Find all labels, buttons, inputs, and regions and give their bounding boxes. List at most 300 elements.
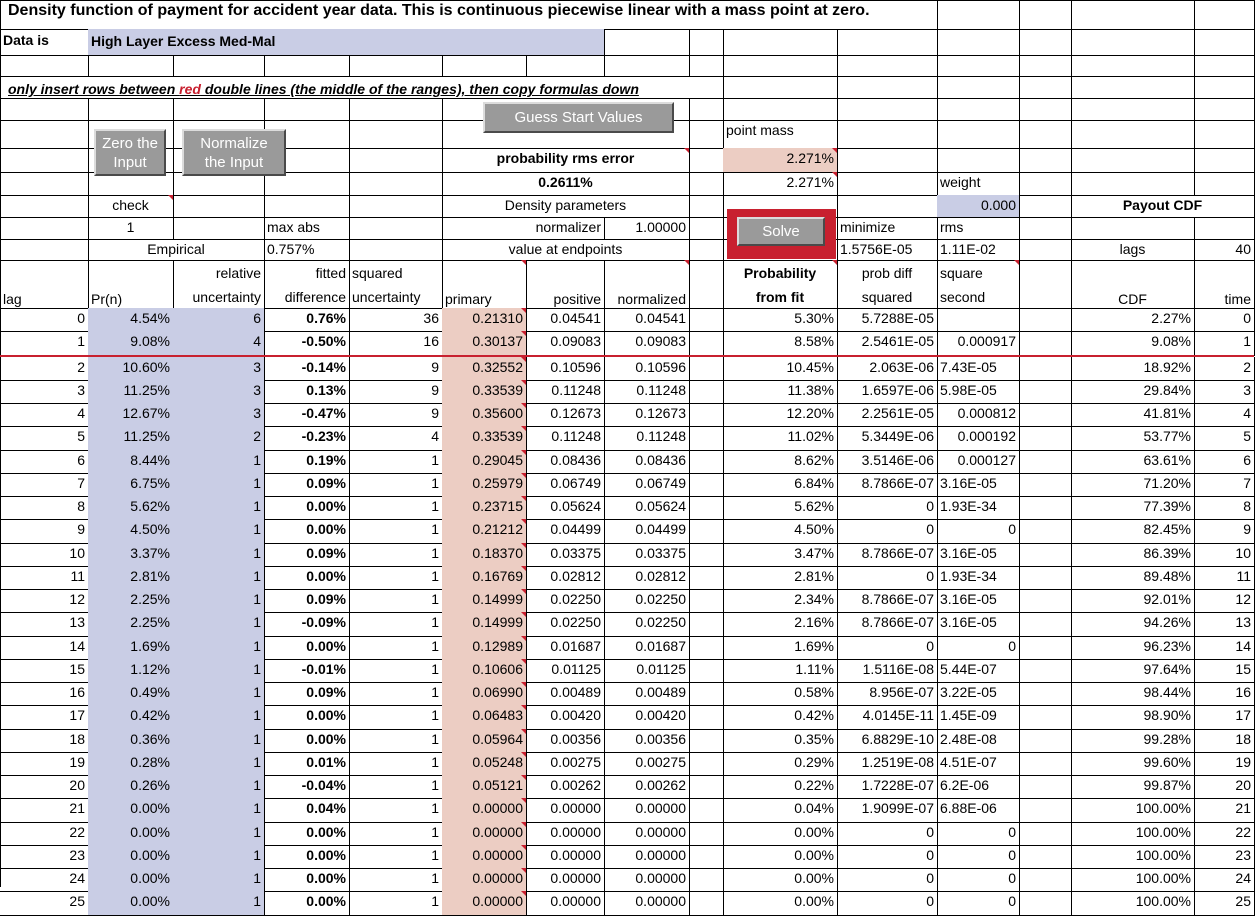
cell-prn[interactable]: 0.00%: [88, 845, 174, 869]
cell-prob-diff-squared[interactable]: 1.6597E-06: [837, 380, 938, 404]
cell-probability-from-fit[interactable]: 6.84%: [723, 473, 838, 497]
cell[interactable]: [0, 195, 89, 218]
cell[interactable]: [1071, 172, 1195, 196]
cell-time[interactable]: 13: [1194, 612, 1255, 637]
cell-prob-diff-squared[interactable]: 2.063E-06: [837, 357, 938, 381]
cell-positive[interactable]: 0.01687: [526, 636, 605, 660]
cell-prn[interactable]: 4.50%: [88, 519, 174, 544]
cell-square-second[interactable]: 4.51E-07: [937, 752, 1020, 776]
empty-cell[interactable]: [1019, 543, 1072, 567]
cell-squared-uncertainty[interactable]: 1: [349, 496, 443, 520]
cell-relative-uncertainty[interactable]: 2: [173, 426, 265, 451]
cell-fitted-difference[interactable]: -0.23%: [264, 426, 350, 451]
cell-fitted-difference[interactable]: 0.00%: [264, 845, 350, 869]
empty-cell[interactable]: [689, 798, 724, 823]
cell-prn[interactable]: 0.00%: [88, 822, 174, 846]
cell-cdf[interactable]: 82.45%: [1071, 519, 1195, 544]
empty-cell[interactable]: [689, 308, 724, 332]
cell-relative-uncertainty[interactable]: 1: [173, 752, 265, 776]
cell-squared-uncertainty[interactable]: 1: [349, 612, 443, 637]
cell[interactable]: [264, 98, 350, 121]
cell-prn[interactable]: 1.69%: [88, 636, 174, 660]
cell[interactable]: [1019, 172, 1072, 196]
cell-time[interactable]: 21: [1194, 798, 1255, 823]
cell-prob-diff-squared[interactable]: 8.956E-07: [837, 682, 938, 706]
cell[interactable]: [1194, 55, 1255, 77]
cell[interactable]: [264, 195, 350, 218]
cell[interactable]: [349, 172, 443, 196]
cell-positive[interactable]: 0.05624: [526, 496, 605, 520]
cell[interactable]: [88, 55, 174, 77]
cell[interactable]: [1071, 76, 1195, 99]
cell[interactable]: [173, 217, 265, 240]
cell-cdf[interactable]: 63.61%: [1071, 450, 1195, 474]
cell-squared-uncertainty[interactable]: 1: [349, 659, 443, 683]
cell[interactable]: [173, 98, 265, 121]
cell-time[interactable]: 17: [1194, 705, 1255, 730]
cell-primary[interactable]: 0.33539: [442, 380, 527, 404]
cell-cdf[interactable]: 96.23%: [1071, 636, 1195, 660]
cell-primary[interactable]: 0.12989: [442, 636, 527, 660]
cell-squared-uncertainty[interactable]: 9: [349, 380, 443, 404]
cell-prob-diff-squared[interactable]: 0: [837, 845, 938, 869]
cell-positive[interactable]: 0.03375: [526, 543, 605, 567]
lags-value[interactable]: 40: [1194, 239, 1255, 261]
data-label[interactable]: Data is: [0, 29, 89, 56]
cell-normalized[interactable]: 0.02812: [604, 566, 690, 590]
empty-cell[interactable]: [689, 682, 724, 706]
cell-cdf[interactable]: 86.39%: [1071, 543, 1195, 567]
cell-prob-diff-squared[interactable]: 8.7866E-07: [837, 543, 938, 567]
cell-primary[interactable]: 0.35600: [442, 403, 527, 427]
empty-cell[interactable]: [1019, 798, 1072, 823]
cell-relative-uncertainty[interactable]: 1: [173, 543, 265, 567]
col-header-relative-uncertainty[interactable]: [173, 260, 265, 309]
cell[interactable]: [837, 29, 938, 56]
cell[interactable]: [1194, 217, 1255, 240]
empty-cell[interactable]: [689, 566, 724, 590]
cell-time[interactable]: 25: [1194, 891, 1255, 916]
cell-relative-uncertainty[interactable]: 1: [173, 822, 265, 846]
cell-normalized[interactable]: 0.00356: [604, 729, 690, 753]
cell-probability-from-fit[interactable]: 0.00%: [723, 822, 838, 846]
cell-lag[interactable]: 20: [0, 775, 89, 799]
cell-squared-uncertainty[interactable]: 1: [349, 543, 443, 567]
cell[interactable]: [0, 172, 89, 196]
empty-cell[interactable]: [1019, 380, 1072, 404]
cell-square-second[interactable]: 3.22E-05: [937, 682, 1020, 706]
cell-relative-uncertainty[interactable]: 1: [173, 729, 265, 753]
cell-lag[interactable]: 24: [0, 868, 89, 892]
cell-positive[interactable]: 0.10596: [526, 357, 605, 381]
cell[interactable]: [1071, 217, 1195, 240]
cell-lag[interactable]: 2: [0, 357, 89, 381]
cell-probability-from-fit[interactable]: 5.30%: [723, 308, 838, 332]
cell-time[interactable]: 22: [1194, 822, 1255, 846]
cell[interactable]: [1019, 29, 1072, 56]
cell[interactable]: [1071, 98, 1195, 121]
cell[interactable]: [1071, 29, 1195, 56]
cell[interactable]: [1019, 195, 1072, 218]
cell[interactable]: [604, 55, 690, 77]
cell-fitted-difference[interactable]: 0.09%: [264, 682, 350, 706]
cell-relative-uncertainty[interactable]: 1: [173, 868, 265, 892]
cell-probability-from-fit[interactable]: 4.50%: [723, 519, 838, 544]
cell-primary[interactable]: 0.00000: [442, 891, 527, 916]
cell-probability-from-fit[interactable]: 11.02%: [723, 426, 838, 451]
cell-positive[interactable]: 0.02250: [526, 589, 605, 613]
cell[interactable]: [1194, 148, 1255, 173]
cell[interactable]: [1019, 148, 1072, 173]
cell-lag[interactable]: 21: [0, 798, 89, 823]
cell-square-second[interactable]: 0: [937, 845, 1020, 869]
cell-fitted-difference[interactable]: 0.19%: [264, 450, 350, 474]
cell-square-second[interactable]: 0: [937, 636, 1020, 660]
cell-square-second[interactable]: 0: [937, 868, 1020, 892]
cell-prn[interactable]: 2.25%: [88, 612, 174, 637]
empty-cell[interactable]: [1019, 403, 1072, 427]
empty-cell[interactable]: [1019, 775, 1072, 799]
cell-square-second[interactable]: 0.000812: [937, 403, 1020, 427]
cell-relative-uncertainty[interactable]: 1: [173, 798, 265, 823]
cell-probability-from-fit[interactable]: 0.42%: [723, 705, 838, 730]
cell-probability-from-fit[interactable]: 2.81%: [723, 566, 838, 590]
cell-positive[interactable]: 0.04541: [526, 308, 605, 332]
cell[interactable]: [689, 98, 724, 121]
cell-square-second[interactable]: 0: [937, 822, 1020, 846]
cell-cdf[interactable]: 100.00%: [1071, 891, 1195, 916]
cell-relative-uncertainty[interactable]: 1: [173, 845, 265, 869]
cell-cdf[interactable]: 94.26%: [1071, 612, 1195, 637]
cell-square-second[interactable]: 3.16E-05: [937, 589, 1020, 613]
cell[interactable]: [1019, 0, 1072, 30]
cell[interactable]: [1194, 98, 1255, 121]
cell-cdf[interactable]: 100.00%: [1071, 798, 1195, 823]
cell-fitted-difference[interactable]: 0.00%: [264, 729, 350, 753]
cell-square-second[interactable]: 7.43E-05: [937, 357, 1020, 381]
cell-probability-from-fit[interactable]: 1.11%: [723, 659, 838, 683]
cell-square-second[interactable]: 0.000917: [937, 331, 1020, 356]
cell-prn[interactable]: 11.25%: [88, 426, 174, 451]
cell-prn[interactable]: 0.42%: [88, 705, 174, 730]
cell-relative-uncertainty[interactable]: 1: [173, 496, 265, 520]
empty-cell[interactable]: [1019, 589, 1072, 613]
cell[interactable]: [837, 55, 938, 77]
cell-positive[interactable]: 0.00489: [526, 682, 605, 706]
cell-primary[interactable]: 0.05248: [442, 752, 527, 776]
cell-normalized[interactable]: 0.00000: [604, 845, 690, 869]
cell-fitted-difference[interactable]: 0.09%: [264, 543, 350, 567]
cell-positive[interactable]: 0.08436: [526, 450, 605, 474]
cell-probability-from-fit[interactable]: 0.29%: [723, 752, 838, 776]
cell-time[interactable]: 19: [1194, 752, 1255, 776]
cell[interactable]: [937, 29, 1020, 56]
cell[interactable]: [689, 120, 724, 149]
cell-square-second[interactable]: 6.88E-06: [937, 798, 1020, 823]
cell-fitted-difference[interactable]: -0.01%: [264, 659, 350, 683]
cell-time[interactable]: 5: [1194, 426, 1255, 451]
cell-positive[interactable]: 0.11248: [526, 380, 605, 404]
cell[interactable]: [937, 148, 1020, 173]
cell-lag[interactable]: 1: [0, 331, 89, 356]
cell[interactable]: [1071, 55, 1195, 77]
cell-relative-uncertainty[interactable]: 3: [173, 357, 265, 381]
cell-normalized[interactable]: 0.11248: [604, 426, 690, 451]
cell-lag[interactable]: 6: [0, 450, 89, 474]
cell-time[interactable]: 18: [1194, 729, 1255, 753]
cell-positive[interactable]: 0.00000: [526, 822, 605, 846]
cell[interactable]: [689, 195, 724, 218]
cell-prn[interactable]: 0.28%: [88, 752, 174, 776]
empty-cell[interactable]: [689, 589, 724, 613]
cell-normalized[interactable]: 0.08436: [604, 450, 690, 474]
cell-fitted-difference[interactable]: 0.13%: [264, 380, 350, 404]
cell-lag[interactable]: 11: [0, 566, 89, 590]
cell-fitted-difference[interactable]: 0.00%: [264, 636, 350, 660]
cell-primary[interactable]: 0.29045: [442, 450, 527, 474]
cell-fitted-difference[interactable]: -0.50%: [264, 331, 350, 356]
cell[interactable]: [1019, 120, 1072, 149]
empty-cell[interactable]: [1019, 729, 1072, 753]
cell-time[interactable]: 1: [1194, 331, 1255, 356]
check-label[interactable]: check: [88, 195, 174, 218]
cell-fitted-difference[interactable]: -0.09%: [264, 612, 350, 637]
cell-lag[interactable]: 14: [0, 636, 89, 660]
weight-value[interactable]: 0.000: [937, 195, 1020, 218]
empty-cell[interactable]: [689, 775, 724, 799]
data-value[interactable]: High Layer Excess Med-Mal: [88, 29, 605, 56]
cell-prn[interactable]: 3.37%: [88, 543, 174, 567]
cell-cdf[interactable]: 41.81%: [1071, 403, 1195, 427]
cell-lag[interactable]: 25: [0, 891, 89, 916]
cell[interactable]: [442, 55, 527, 77]
empty-cell[interactable]: [1019, 612, 1072, 637]
cell-prob-diff-squared[interactable]: 4.0145E-11: [837, 705, 938, 730]
cell-fitted-difference[interactable]: 0.76%: [264, 308, 350, 332]
cell[interactable]: [1019, 76, 1072, 99]
lags-label[interactable]: lags: [1071, 239, 1195, 261]
cell-prn[interactable]: 9.08%: [88, 331, 174, 356]
cell-square-second[interactable]: 5.98E-05: [937, 380, 1020, 404]
cell[interactable]: [1071, 120, 1195, 149]
cell-prob-diff-squared[interactable]: 8.7866E-07: [837, 473, 938, 497]
col-header-prob-diff-squared[interactable]: [837, 260, 938, 309]
value-at-endpoints-label[interactable]: value at endpoints: [442, 239, 690, 261]
point-mass-value[interactable]: 2.271%: [723, 148, 838, 173]
cell-squared-uncertainty[interactable]: 1: [349, 682, 443, 706]
cell-time[interactable]: 3: [1194, 380, 1255, 404]
normalize-the-input-button[interactable]: [182, 129, 286, 176]
empty-cell[interactable]: [689, 426, 724, 451]
cell-lag[interactable]: 15: [0, 659, 89, 683]
cell-fitted-difference[interactable]: 0.00%: [264, 868, 350, 892]
cell[interactable]: [937, 0, 1020, 30]
payout-cdf-label[interactable]: Payout CDF: [1071, 195, 1255, 218]
cell-primary[interactable]: 0.32552: [442, 357, 527, 381]
cell-positive[interactable]: 0.09083: [526, 331, 605, 356]
cell-square-second[interactable]: 3.16E-05: [937, 543, 1020, 567]
cell-prob-diff-squared[interactable]: 0: [837, 496, 938, 520]
minimize-label[interactable]: minimize: [837, 217, 938, 240]
cell-squared-uncertainty[interactable]: 36: [349, 308, 443, 332]
cell[interactable]: [1019, 260, 1072, 309]
cell-prn[interactable]: 1.12%: [88, 659, 174, 683]
empirical-label[interactable]: Empirical: [88, 239, 265, 261]
cell-normalized[interactable]: 0.00000: [604, 822, 690, 846]
cell[interactable]: [1194, 0, 1255, 30]
empty-cell[interactable]: [1019, 519, 1072, 544]
cell-positive[interactable]: 0.02812: [526, 566, 605, 590]
cell-prn[interactable]: 8.44%: [88, 450, 174, 474]
cell-lag[interactable]: 22: [0, 822, 89, 846]
cell-square-second[interactable]: 3.16E-05: [937, 612, 1020, 637]
cell-probability-from-fit[interactable]: 0.00%: [723, 845, 838, 869]
empty-cell[interactable]: [689, 519, 724, 544]
cell[interactable]: [173, 195, 265, 218]
cell[interactable]: [1194, 29, 1255, 56]
cell-normalized[interactable]: 0.10596: [604, 357, 690, 381]
cell-lag[interactable]: 9: [0, 519, 89, 544]
cell-primary[interactable]: 0.06990: [442, 682, 527, 706]
cell[interactable]: [349, 239, 443, 261]
cell-normalized[interactable]: 0.00420: [604, 705, 690, 730]
cell[interactable]: [0, 98, 89, 121]
cell-lag[interactable]: 19: [0, 752, 89, 776]
cell-prob-diff-squared[interactable]: 5.7288E-05: [837, 308, 938, 332]
cell-squared-uncertainty[interactable]: 9: [349, 357, 443, 381]
cell[interactable]: [0, 239, 89, 261]
cell-cdf[interactable]: 92.01%: [1071, 589, 1195, 613]
cell[interactable]: [349, 55, 443, 77]
cell-cdf[interactable]: 100.00%: [1071, 822, 1195, 846]
cell-square-second[interactable]: 3.16E-05: [937, 473, 1020, 497]
cell-positive[interactable]: 0.00000: [526, 845, 605, 869]
cell-probability-from-fit[interactable]: 2.16%: [723, 612, 838, 637]
empty-cell[interactable]: [1019, 705, 1072, 730]
cell-prn[interactable]: 0.26%: [88, 775, 174, 799]
cell-positive[interactable]: 0.01125: [526, 659, 605, 683]
cell-cdf[interactable]: 9.08%: [1071, 331, 1195, 356]
col-header-lag[interactable]: lag: [0, 260, 89, 309]
cell-normalized[interactable]: 0.01125: [604, 659, 690, 683]
col-header-normalized[interactable]: normalized: [604, 260, 690, 309]
empty-cell[interactable]: [689, 868, 724, 892]
cell-fitted-difference[interactable]: 0.00%: [264, 705, 350, 730]
cell-relative-uncertainty[interactable]: 3: [173, 403, 265, 427]
cell-square-second[interactable]: 6.2E-06: [937, 775, 1020, 799]
cell-fitted-difference[interactable]: -0.47%: [264, 403, 350, 427]
density-parameters-label[interactable]: Density parameters: [442, 195, 690, 218]
cell-squared-uncertainty[interactable]: 1: [349, 450, 443, 474]
cell-primary[interactable]: 0.05964: [442, 729, 527, 753]
cell[interactable]: [0, 217, 89, 240]
cell-squared-uncertainty[interactable]: 1: [349, 729, 443, 753]
cell-prob-diff-squared[interactable]: 1.7228E-07: [837, 775, 938, 799]
cell-prn[interactable]: 0.36%: [88, 729, 174, 753]
cell-primary[interactable]: 0.21212: [442, 519, 527, 544]
cell-probability-from-fit[interactable]: 11.38%: [723, 380, 838, 404]
cell-prob-diff-squared[interactable]: 6.8829E-10: [837, 729, 938, 753]
cell-positive[interactable]: 0.00420: [526, 705, 605, 730]
cell[interactable]: [0, 55, 89, 77]
cell-time[interactable]: 2: [1194, 357, 1255, 381]
cell-relative-uncertainty[interactable]: 3: [173, 380, 265, 404]
cell-probability-from-fit[interactable]: 0.22%: [723, 775, 838, 799]
cell-prob-diff-squared[interactable]: 0: [837, 636, 938, 660]
cell-prob-diff-squared[interactable]: 0: [837, 822, 938, 846]
empty-cell[interactable]: [689, 612, 724, 637]
cell[interactable]: [604, 29, 690, 56]
cell-lag[interactable]: 4: [0, 403, 89, 427]
cell[interactable]: [937, 76, 1020, 99]
empty-cell[interactable]: [689, 752, 724, 776]
cell-cdf[interactable]: 53.77%: [1071, 426, 1195, 451]
cell-square-second[interactable]: [937, 308, 1020, 332]
cell-normalized[interactable]: 0.03375: [604, 543, 690, 567]
cell-relative-uncertainty[interactable]: 1: [173, 659, 265, 683]
empty-cell[interactable]: [689, 331, 724, 356]
cell-time[interactable]: 6: [1194, 450, 1255, 474]
cell-square-second[interactable]: 1.93E-34: [937, 566, 1020, 590]
cell[interactable]: [264, 55, 350, 77]
cell-probability-from-fit[interactable]: 8.62%: [723, 450, 838, 474]
cell-lag[interactable]: 0: [0, 308, 89, 332]
col-header-probability-from-fit[interactable]: [723, 260, 838, 309]
check-value[interactable]: 1: [88, 217, 174, 240]
cell-relative-uncertainty[interactable]: 1: [173, 775, 265, 799]
col-header-cdf[interactable]: CDF: [1071, 260, 1195, 309]
empty-cell[interactable]: [689, 659, 724, 683]
cell[interactable]: [1019, 217, 1072, 240]
cell-time[interactable]: 14: [1194, 636, 1255, 660]
cell-time[interactable]: 12: [1194, 589, 1255, 613]
cell-prn[interactable]: 0.49%: [88, 682, 174, 706]
cell[interactable]: [349, 195, 443, 218]
cell-cdf[interactable]: 100.00%: [1071, 868, 1195, 892]
cell-prn[interactable]: 0.00%: [88, 798, 174, 823]
cell-lag[interactable]: 12: [0, 589, 89, 613]
empty-cell[interactable]: [689, 705, 724, 730]
cell[interactable]: [837, 172, 938, 196]
cell-time[interactable]: 24: [1194, 868, 1255, 892]
col-header-positive[interactable]: positive: [526, 260, 605, 309]
cell-probability-from-fit[interactable]: 12.20%: [723, 403, 838, 427]
cell-normalized[interactable]: 0.00275: [604, 752, 690, 776]
cell-lag[interactable]: 7: [0, 473, 89, 497]
cell-fitted-difference[interactable]: 0.04%: [264, 798, 350, 823]
cell[interactable]: [937, 98, 1020, 121]
cell-squared-uncertainty[interactable]: 1: [349, 798, 443, 823]
cell-normalized[interactable]: 0.02250: [604, 589, 690, 613]
cell-prob-diff-squared[interactable]: 1.5116E-08: [837, 659, 938, 683]
cell-probability-from-fit[interactable]: 0.58%: [723, 682, 838, 706]
cell-square-second[interactable]: 2.48E-08: [937, 729, 1020, 753]
point-mass-value-2[interactable]: 2.271%: [723, 172, 838, 196]
cell-time[interactable]: 10: [1194, 543, 1255, 567]
cell-fitted-difference[interactable]: 0.01%: [264, 752, 350, 776]
cell[interactable]: [689, 55, 724, 77]
col-header-square-second[interactable]: [937, 260, 1020, 309]
cell-squared-uncertainty[interactable]: 1: [349, 589, 443, 613]
cell-positive[interactable]: 0.00356: [526, 729, 605, 753]
cell-time[interactable]: 16: [1194, 682, 1255, 706]
cell-cdf[interactable]: 29.84%: [1071, 380, 1195, 404]
cell-prob-diff-squared[interactable]: 3.5146E-06: [837, 450, 938, 474]
cell-relative-uncertainty[interactable]: 1: [173, 519, 265, 544]
cell-primary[interactable]: 0.05121: [442, 775, 527, 799]
cell-fitted-difference[interactable]: 0.00%: [264, 822, 350, 846]
rms-value-2[interactable]: 1.11E-02: [937, 239, 1020, 261]
